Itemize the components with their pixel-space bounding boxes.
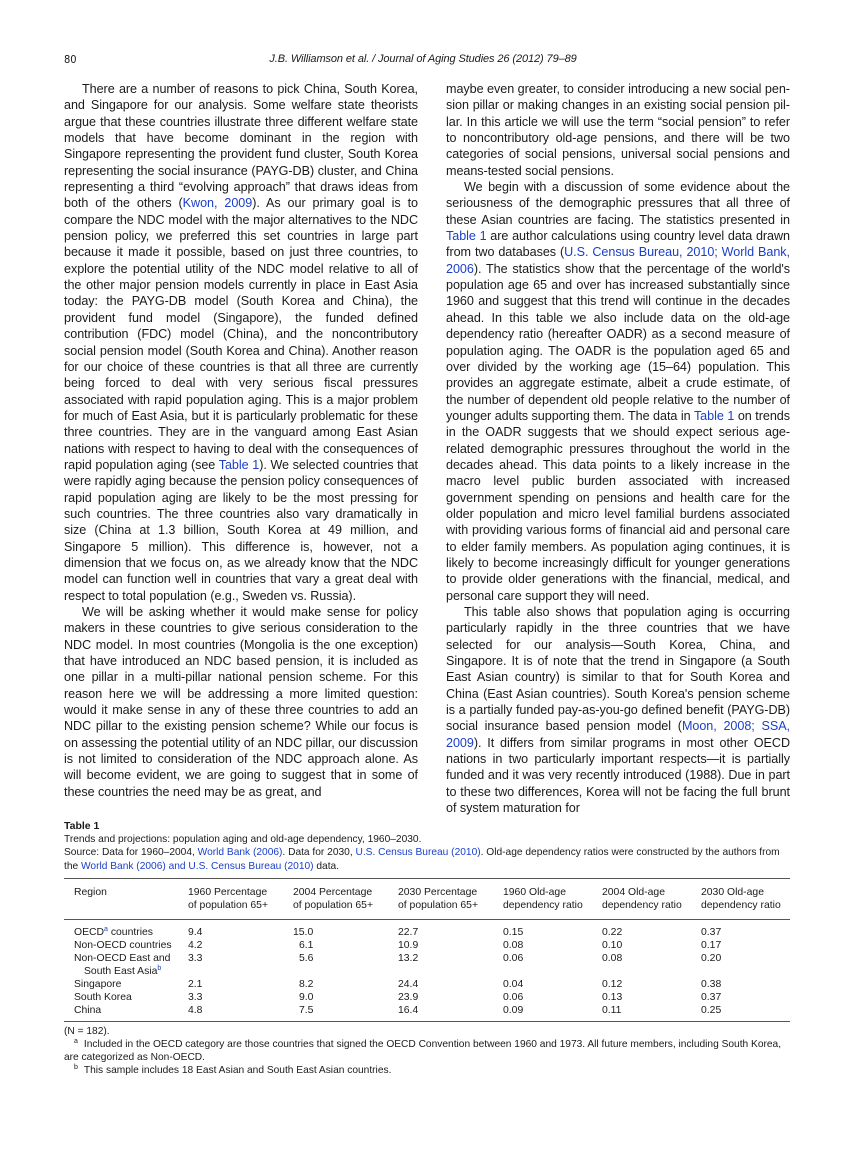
citation-link[interactable]: U.S. Census Bureau (2010) <box>355 847 481 859</box>
region-cell: China <box>74 1004 102 1016</box>
col-header: 2004 Percentage of population 65+ <box>293 878 398 919</box>
value-cell: 22.7 <box>398 926 419 938</box>
table-row <box>64 939 790 952</box>
value-cell: 0.08 <box>602 952 623 964</box>
citation-link[interactable]: Table 1 <box>446 229 487 244</box>
value-cell: 0.37 <box>701 926 722 938</box>
value-cell: 0.38 <box>701 978 722 990</box>
col-header: 2030 Percentage of population 65+ <box>398 878 503 919</box>
citation-link[interactable]: World Bank (2006) and U.S. Census Bureau (2010) <box>81 860 314 872</box>
value-cell: 15.0 <box>293 926 314 938</box>
value-cell: 4.8 <box>188 1004 203 1016</box>
table-row <box>64 919 790 939</box>
value-cell: 6.1 <box>299 939 314 951</box>
paragraph: We will be asking whether it would make sense for policy makers in these countries to give serious consideration to the NDC model. In most countries (Mongolia is the one exception) that have introduced an NDC based pension, it is included as one pillar in a multi-pillar national pension scheme. For this reason here we will be addressing a more limited question: would it make sense in any of these three countries to add an NDC pillar to the existing pension scheme? While our focus is on assessing the potential utility of an NDC pillar, our discussion is not limited to consideration of the NDC approach alone. As will become evident, we are going to suggest that in some of these countries the need may be as great, and <box>64 605 418 799</box>
source-text: . Old-age dependency ratios were constructed by the authors from the <box>64 847 780 872</box>
table-row <box>64 952 790 978</box>
footnote-marker[interactable]: a <box>104 925 108 933</box>
paragraph: This table also shows that population aging is occurring particularly rapidly in the three countries that we have selected for our analysis—South Korea, China, and Singapore. It is of note that the trend in Singapore (a South East Asian country) is similar to that for South Korea and China (East Asian countries). South Korea's pension scheme is a partially funded pay-as-you-go defined benefit (PAYG-DB) social insurance based pension model (Moon, 2008; SSA, 2009). It differs from similar programs in most other OECD nations in two particularly important respects—it is partially funded and it was very recently introduced (1988). Due in part to these two differences, Korea will not be facing the full brunt of system maturation for <box>446 605 790 816</box>
running-header <box>0 50 846 70</box>
col-header: 1960 Percentage of population 65+ <box>188 878 293 919</box>
source-text: . Data for 2030, <box>282 847 356 859</box>
value-cell: 0.17 <box>701 939 722 951</box>
footnote-marker[interactable]: b <box>157 964 162 972</box>
value-cell: 8.2 <box>299 978 314 990</box>
left-column <box>64 81 418 800</box>
value-cell: 2.1 <box>188 978 203 990</box>
citation-link[interactable]: Moon, 2008; SSA, 2009 <box>446 719 790 750</box>
table-1 <box>64 820 790 1077</box>
value-cell: 24.4 <box>398 978 419 990</box>
value-cell: 5.6 <box>299 952 314 964</box>
value-cell: 7.5 <box>299 1004 314 1016</box>
table-notes <box>64 1025 790 1077</box>
value-cell: 16.4 <box>398 1004 419 1016</box>
value-cell: 9.0 <box>299 991 314 1003</box>
region-cell: Singapore <box>74 978 122 990</box>
citation-link[interactable]: U.S. Census Bureau, 2010; World Bank, 2006 <box>446 245 790 276</box>
table-label: Table 1 <box>64 820 100 832</box>
col-header: 2030 Old-age dependency ratio <box>701 878 790 919</box>
source-text: Source: Data for 1960–2004, <box>64 847 198 859</box>
region-cell: Non-OECD East and South East Asia$^b$ <box>74 952 171 977</box>
value-cell: 0.37 <box>701 991 722 1003</box>
value-cell: 0.22 <box>602 926 623 938</box>
value-cell: 10.9 <box>398 939 419 951</box>
table-title: Trends and projections: population aging and old-age dependency, 1960–2030. <box>64 834 422 845</box>
journal-citation: J.B. Williamson et al. / Journal of Aging Studies 26 (2012) 79–89 <box>269 53 577 65</box>
right-column <box>446 81 790 816</box>
value-cell: 0.12 <box>602 978 623 990</box>
value-cell: 4.2 <box>188 939 203 951</box>
value-cell: 0.11 <box>602 1004 622 1016</box>
citation-link[interactable]: World Bank (2006) <box>197 847 283 859</box>
value-cell: 0.09 <box>503 1004 524 1016</box>
paragraph: We begin with a discussion of some evidence about the seriousness of the demographic pressures that all three of these Asian countries are facing. The statistics presented in Table 1 are author calculations using country level data drawn from two databases (U.S. Census Bureau, 2010; World Bank, 2006). The statistics show that the percentage of the world's population age 65 and over has increased substantially since 1960 and suggest that this trend will continue in the decades ahead. In this table we also include data on the old-age dependency ratio (hereafter OADR) as a second measure of population aging. The OADR is the population aged 65 and over divided by the working age (15–64) population. This provides an aggregate estimate, albeit a crude estimate, of the number of dependent old people relative to the number of younger adults supporting them. The data in Table 1 on trends in the OADR suggests that we should expect serious age-related demographic pressures throughout the world in the decades ahead. This data points to a likely increase in the macro level public burden associated with increased government spending on pensions and health care for the older population and micro level familial burdens associated with providing various forms of financial aid and personal care to elder family members. As population aging continues, it is likely to become increasingly difficult for younger generations to provide older generations with the financial, medical, and personal care support they will need. <box>446 180 790 603</box>
data-table <box>64 878 790 1022</box>
table-row <box>64 978 790 991</box>
col-header-region: Region <box>64 878 188 919</box>
citation-link[interactable]: Kwon, 2009 <box>182 196 253 211</box>
value-cell: 23.9 <box>398 991 419 1003</box>
footnote-a: $^a$ Included in the OECD category are those countries that signed the OECD Convention between 1960 and 1973. All future members, including South Korea, are categorized as Non-OECD. <box>64 1037 782 1063</box>
paragraph: There are a number of reasons to pick China, South Korea, and Singapore for our analysis. Some welfare state theorists argue that these countries illustrate three different welfare state models that have become dominant in the region with Singapore representing the provident fund cluster, South Korea representing the social insurance (PAYG-DB) cluster, and China representing a third “evolving approach” that draws ideas from both of the others (Kwon, 2009). As our primary goal is to compare the NDC model with the major alternatives to the NDC pension policy, we preferred this set countries in large part because it made it possible, based on just three countries, to explore the potential utility of the NDC model relative to all of the other major pension models currently in place in East Asia today: the PAYG-DB model (South Korea and China), the provident fund model (Singapore), the funded defined contribution (FDC) model (China), and the noncontributory social pension model (South Korea and China). Another reason for our choice of these countries is that all three are currently being forced to deal with very serious fiscal pressures associated with rapid population aging. This is a major problem for much of East Asia, but it is particularly problematic for these three countries. They are in the vanguard among East Asian nations with respect to having to deal with the consequences of rapid population aging (see Table 1). We selected countries that were rapidly aging because the pension policy consequences of rapid population aging are likely to be the most pressing for such countries. The three countries also vary dramatically in size (China at 1.3 billion, South Korea at 49 million, and Singapore 5 million). This difference is, however, not a dimension that we focus on, as we already know that the NDC model can function well in countries that vary a great deal with respect to total population (e.g., Sweden vs. Russia). <box>64 82 418 603</box>
table-row <box>64 991 790 1004</box>
value-cell: 0.15 <box>503 926 524 938</box>
footnote-b: $^b$ This sample includes 18 East Asian and South East Asian countries. <box>74 1063 392 1076</box>
citation-link[interactable]: Table 1 <box>218 457 260 472</box>
source-text: data. <box>313 860 340 872</box>
col-header: 2004 Old-age dependency ratio <box>602 878 701 919</box>
paragraph: maybe even greater, to consider introducing a new social pension pillar or making changes in an existing social pension pillar. In this article we will use the term “social pension” to refer to noncontributory old-age pensions, and there will be two categories of social pensions, universal social pensions and means-tested social pensions. <box>446 82 790 178</box>
value-cell: 0.08 <box>503 939 524 951</box>
table-header-row <box>64 878 790 919</box>
value-cell: 13.2 <box>398 952 419 964</box>
region-cell: South Korea <box>74 991 132 1003</box>
value-cell: 0.04 <box>503 978 524 990</box>
table-source <box>64 846 790 873</box>
page-number: 80 <box>64 53 77 66</box>
value-cell: 0.20 <box>701 952 722 964</box>
region-cell: Non-OECD countries <box>74 939 172 951</box>
value-cell: 3.3 <box>188 952 203 964</box>
value-cell: 9.4 <box>188 926 203 938</box>
region-cell: OECD$^a$ countries <box>74 925 153 938</box>
sample-size-note: (N = 182). <box>64 1025 110 1037</box>
value-cell: 0.06 <box>503 952 524 964</box>
col-header: 1960 Old-age dependency ratio <box>503 878 602 919</box>
table-row <box>64 1004 790 1022</box>
value-cell: 0.06 <box>503 991 524 1003</box>
value-cell: 3.3 <box>188 991 203 1003</box>
value-cell: 0.10 <box>602 939 623 951</box>
value-cell: 0.25 <box>701 1004 722 1016</box>
value-cell: 0.13 <box>602 991 623 1003</box>
citation-link[interactable]: Table 1 <box>693 408 735 423</box>
